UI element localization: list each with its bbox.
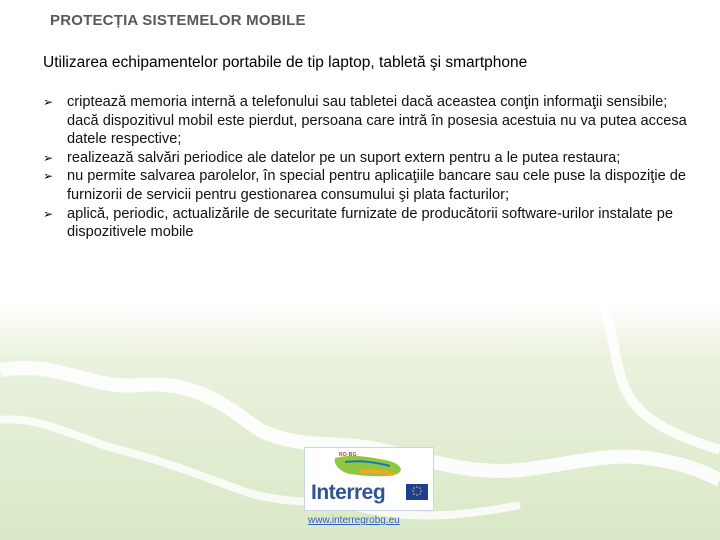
arrow-bullet-icon: ➢: [43, 169, 54, 184]
interreg-logo: [304, 447, 434, 511]
eu-flag-icon: [406, 484, 428, 500]
bullet-text: nu permite salvarea parolelor, în special pentru aplicaţiile bancare sau cele puse la dispoziţie de furnizorii de servicii pentru gestionarea consumului şi plata facturilor;: [67, 168, 686, 203]
arrow-bullet-icon: ➢: [43, 95, 54, 109]
page-subtitle: Utilizarea echipamentelor portabile de tip laptop, tabletă şi smartphone: [43, 54, 528, 71]
bullet-text: aplică, periodic, actualizările de securitate furnizate de producătorii software-urilor instalate pe dispozitivele mobile: [67, 205, 673, 241]
list-item: [43, 149, 693, 168]
arrow-bullet-icon: ➢: [43, 206, 54, 221]
page-title: PROTECȚIA SISTEMELOR MOBILE: [50, 12, 306, 29]
arrow-bullet-icon: ➢: [43, 150, 54, 165]
bullet-text: criptează memoria internă a telefonului sau tabletei dacă aceastea conţin informaţii sensibile; dacă dispozitivul mobil este pierdut, persoana care intră în posesia acestuia nu va putea accesa datele respective;: [67, 94, 687, 148]
list-item: [43, 205, 693, 242]
logo-badge: RO-BG: [339, 452, 357, 458]
bullet-list: [43, 93, 693, 242]
list-item: [43, 93, 693, 149]
list-item: [43, 167, 693, 204]
website-link[interactable]: www.interregrobg.eu: [308, 515, 400, 526]
logo-text: Interreg: [311, 481, 386, 504]
bullet-text: realizează salvări periodice ale datelor pe un suport extern pentru a le putea restaura;: [67, 149, 621, 166]
